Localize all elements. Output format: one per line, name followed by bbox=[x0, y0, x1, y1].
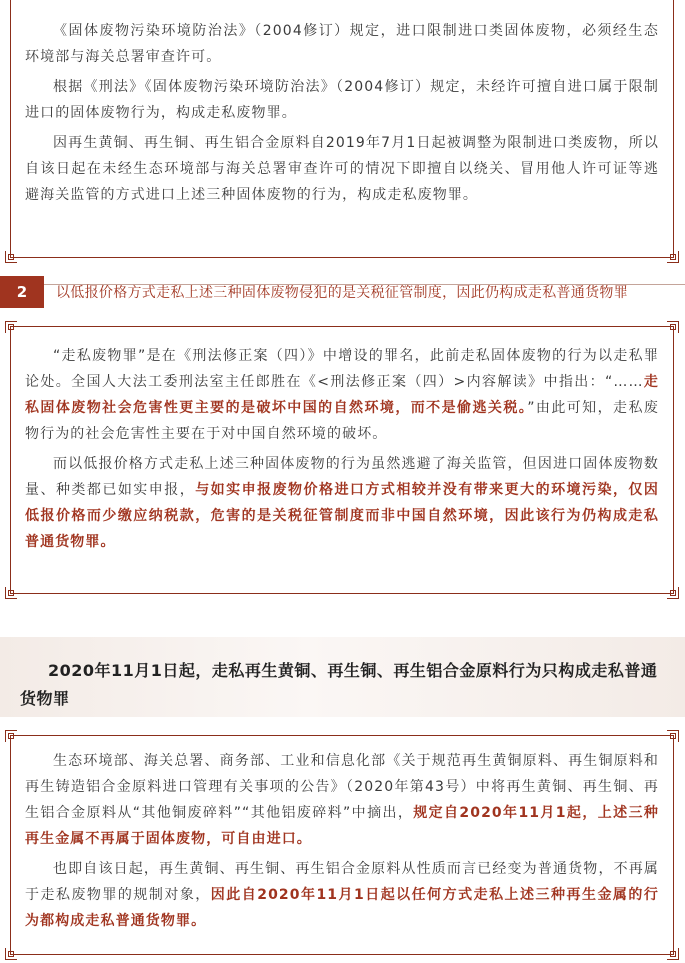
corner-ornament bbox=[667, 730, 679, 742]
paragraph bbox=[25, 856, 659, 934]
corner-ornament bbox=[5, 251, 17, 263]
text: 而以低报价格方式走私上述三种固体废物的行为虽然逃避了海关监管，但因进口固体废物数量、种类都已如实申报， bbox=[25, 456, 659, 498]
corner-ornament bbox=[5, 587, 17, 599]
corner-ornament bbox=[667, 948, 679, 960]
bottom-text-box bbox=[10, 735, 674, 955]
corner-ornament bbox=[5, 321, 17, 333]
highlight-text: 与如实申报废物价格进口方式相较并没有带来更大的环境污染，仅因低报价格而少缴应纳税款，危害的是关税征管制度而非中国自然环境，因此该行为仍构成走私普通货物罪。 bbox=[25, 482, 659, 550]
corner-ornament bbox=[667, 251, 679, 263]
paragraph bbox=[25, 343, 659, 447]
corner-ornament bbox=[5, 948, 17, 960]
paragraph: 因再生黄铜、再生铜、再生铝合金原料自2019年7月1日起被调整为限制进口类废物，所以自该日起在未经生态环境部与海关总署审查许可的情况下即擅自以绕关、冒用他人许可证等逃避海关监管的方式进口上述三种固体废物的行为，构成走私废物罪。 bbox=[25, 135, 659, 203]
corner-ornament bbox=[5, 730, 17, 742]
text: 生态环境部、海关总署、商务部、工业和信息化部《关于规范再生黄铜原料、再生铜原料和再生铸造铝合金原料进口管理有关事项的公告》（2020年第43号）中将再生黄铜、再生铜、再生铝合金原料从“其他铜废碎料”“其他铝废碎料”中摘出， bbox=[25, 753, 659, 821]
section-header bbox=[0, 270, 685, 314]
corner-ornament bbox=[667, 321, 679, 333]
paragraph bbox=[25, 748, 659, 852]
top-text-box bbox=[10, 0, 674, 258]
highlight-text: 因此自2020年11月1日起以任何方式走私上述三种再生金属的行为都构成走私普通货物罪。 bbox=[25, 887, 659, 929]
section-number-badge: 2 bbox=[0, 276, 44, 308]
highlight-text: 规定自2020年11月1起，上述三种再生金属不再属于固体废物，可自由进口。 bbox=[25, 805, 659, 847]
banner-title: 2020年11月1日起，走私再生黄铜、再生铜、再生铝合金原料行为只构成走私普通货物罪 bbox=[20, 661, 658, 708]
mid-text-box bbox=[10, 326, 674, 594]
text: “走私废物罪”是在《刑法修正案（四）》中增设的罪名，此前走私固体废物的行为以走私罪论处。全国人大法工委刑法室主任郎胜在《<刑法修正案（四）>内容解读》中指出：“…… bbox=[25, 348, 659, 390]
text: ”由此可知，走私废物行为的社会危害性主要在于对中国自然环境的破坏。 bbox=[25, 400, 659, 442]
paragraph: 根据《刑法》《固体废物污染环境防治法》（2004修订）规定，未经许可擅自进口属于限制进口的固体废物行为，构成走私废物罪。 bbox=[25, 79, 659, 121]
text: 也即自该日起，再生黄铜、再生铜、再生铝合金原料从性质而言已经变为普通货物，不再属于走私废物罪的规制对象， bbox=[25, 861, 659, 903]
corner-ornament bbox=[667, 587, 679, 599]
section-title: 以低报价格方式走私上述三种固体废物侵犯的是关税征管制度，因此仍构成走私普通货物罪 bbox=[56, 285, 628, 301]
paragraph: 《固体废物污染环境防治法》（2004修订）规定，进口限制进口类固体废物，必须经生态环境部与海关总署审查许可。 bbox=[25, 23, 659, 65]
highlight-text: 走私固体废物社会危害性更主要的是破坏中国的自然环境，而不是偷逃关税。 bbox=[25, 374, 659, 416]
paragraph bbox=[25, 451, 659, 555]
section-banner bbox=[0, 637, 685, 717]
